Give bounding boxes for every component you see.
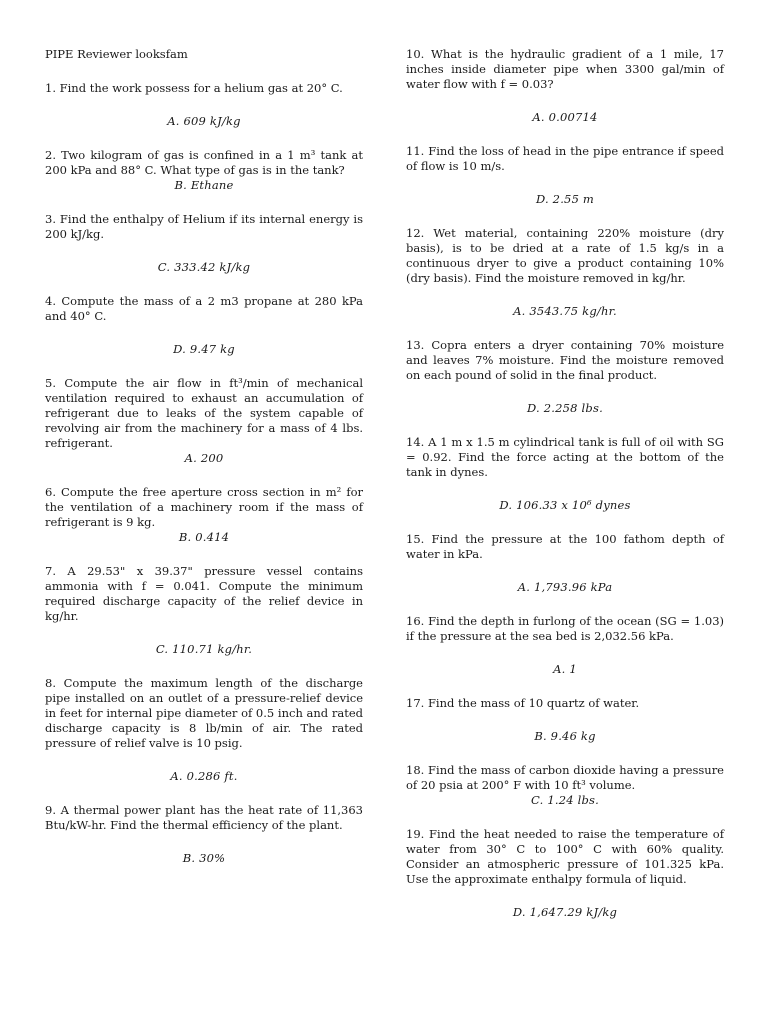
question-text: 5. Compute the air flow in ft³/min of mechanical ventilation required to exhaust an accumulation of refrigerant due to leaks of the system capable of revolving air from the machinery for a mass of 4 lbs. refrigerant. — [45, 376, 363, 450]
answer-text: C. 1.24 lbs. — [531, 793, 599, 807]
answer-text: D. 2.55 m — [535, 192, 595, 206]
answer-text: A. 0.00714 — [532, 110, 598, 124]
question-text: 4. Compute the mass of a 2 m3 propane at 280 kPa and 40° C. — [45, 294, 363, 323]
answer-text: B. 0.414 — [178, 530, 230, 544]
question-text: 18. Find the mass of carbon dioxide having a pressure of 20 psia at 200° F with 10 ft³ volume. — [406, 763, 724, 792]
answer-text: D. 9.47 kg — [173, 342, 235, 356]
question-block — [45, 81, 363, 129]
answer-text: B. Ethane — [174, 178, 234, 192]
question-text: 19. Find the heat needed to raise the temperature of water from 30° C to 100° C with 60% quality. Consider an atmospheric pressure of 101.325 kPa. Use the approximate enthalpy formula of liquid. — [406, 827, 724, 886]
answer-text: B. 30% — [182, 851, 226, 865]
question-text: 1. Find the work possess for a helium gas at 20° C. — [45, 81, 343, 95]
question-text: 7. A 29.53" x 39.37" pressure vessel contains ammonia with f = 0.041. Compute the minimum required discharge capacity of the relief device in kg/hr. — [45, 564, 363, 623]
left-column — [45, 47, 363, 885]
question-block — [45, 564, 363, 657]
question-text: 13. Copra enters a dryer containing 70% moisture and leaves 7% moisture. Find the moisture removed on each pound of solid in the final product. — [406, 338, 724, 382]
question-block — [45, 376, 363, 466]
question-block — [406, 696, 724, 744]
answer-text: D. 2.258 lbs. — [527, 401, 603, 415]
question-block — [406, 435, 724, 513]
answer-text: C. 333.42 kJ/kg — [157, 260, 251, 274]
question-block — [406, 226, 724, 319]
question-block — [406, 47, 724, 125]
question-block — [45, 148, 363, 193]
question-text: 11. Find the loss of head in the pipe entrance if speed of flow is 10 m/s. — [406, 144, 724, 173]
answer-text: A. 1,793.96 kPa — [517, 580, 613, 594]
question-block — [406, 614, 724, 677]
question-block — [45, 485, 363, 545]
question-text: 14. A 1 m x 1.5 m cylindrical tank is full of oil with SG = 0.92. Find the force acting at the bottom of the tank in dynes. — [406, 435, 724, 479]
question-block — [45, 676, 363, 784]
question-block — [406, 827, 724, 920]
answer-text: D. 106.33 x 10⁶ dynes — [499, 498, 631, 512]
question-block — [406, 338, 724, 416]
answer-text: C. 110.71 kg/hr. — [155, 642, 253, 656]
question-text: 17. Find the mass of 10 quartz of water. — [406, 696, 640, 710]
question-text: 9. A thermal power plant has the heat rate of 11,363 Btu/kW-hr. Find the thermal efficiency of the plant. — [45, 803, 363, 832]
answer-text: A. 200 — [184, 451, 224, 465]
right-question-list — [406, 47, 724, 920]
answer-text: A. 1 — [553, 662, 577, 676]
answer-text: A. 0.286 ft. — [170, 769, 238, 783]
question-block — [406, 532, 724, 595]
document-title: PIPE Reviewer looksfam — [45, 47, 188, 61]
answer-text: A. 609 kJ/kg — [167, 114, 241, 128]
answer-text: B. 9.46 kg — [534, 729, 596, 743]
question-block — [45, 294, 363, 357]
question-text: 8. Compute the maximum length of the discharge pipe installed on an outlet of a pressure-relief device in feet for internal pipe diameter of 0.5 inch and rated discharge capacity is 8 lb/min of air. The rated pressure of relief valve is 10 psig. — [45, 676, 363, 750]
question-block — [45, 803, 363, 866]
question-block — [406, 763, 724, 808]
question-text: 3. Find the enthalpy of Helium if its internal energy is 200 kJ/kg. — [45, 212, 363, 241]
question-text: 16. Find the depth in furlong of the ocean (SG = 1.03) if the pressure at the sea bed is 2,032.56 kPa. — [406, 614, 724, 643]
answer-text: A. 3543.75 kg/hr. — [513, 304, 617, 318]
question-text: 12. Wet material, containing 220% moisture (dry basis), is to be dried at a rate of 1.5 kg/s in a continuous dryer to give a product containing 10% (dry basis). Find the moisture removed in kg/hr. — [406, 226, 724, 285]
question-text: 10. What is the hydraulic gradient of a 1 mile, 17 inches inside diameter pipe when 3300 gal/min of water flow with f = 0.03? — [406, 47, 724, 91]
question-block — [45, 212, 363, 275]
question-text: 2. Two kilogram of gas is confined in a 1 m³ tank at 200 kPa and 88° C. What type of gas is in the tank? — [45, 148, 363, 177]
question-text: 15. Find the pressure at the 100 fathom depth of water in kPa. — [406, 532, 724, 561]
right-column — [406, 47, 724, 939]
left-question-list — [45, 81, 363, 866]
question-block — [406, 144, 724, 207]
question-text: 6. Compute the free aperture cross section in m² for the ventilation of a machinery room if the mass of refrigerant is 9 kg. — [45, 485, 363, 529]
answer-text: D. 1,647.29 kJ/kg — [512, 905, 618, 919]
